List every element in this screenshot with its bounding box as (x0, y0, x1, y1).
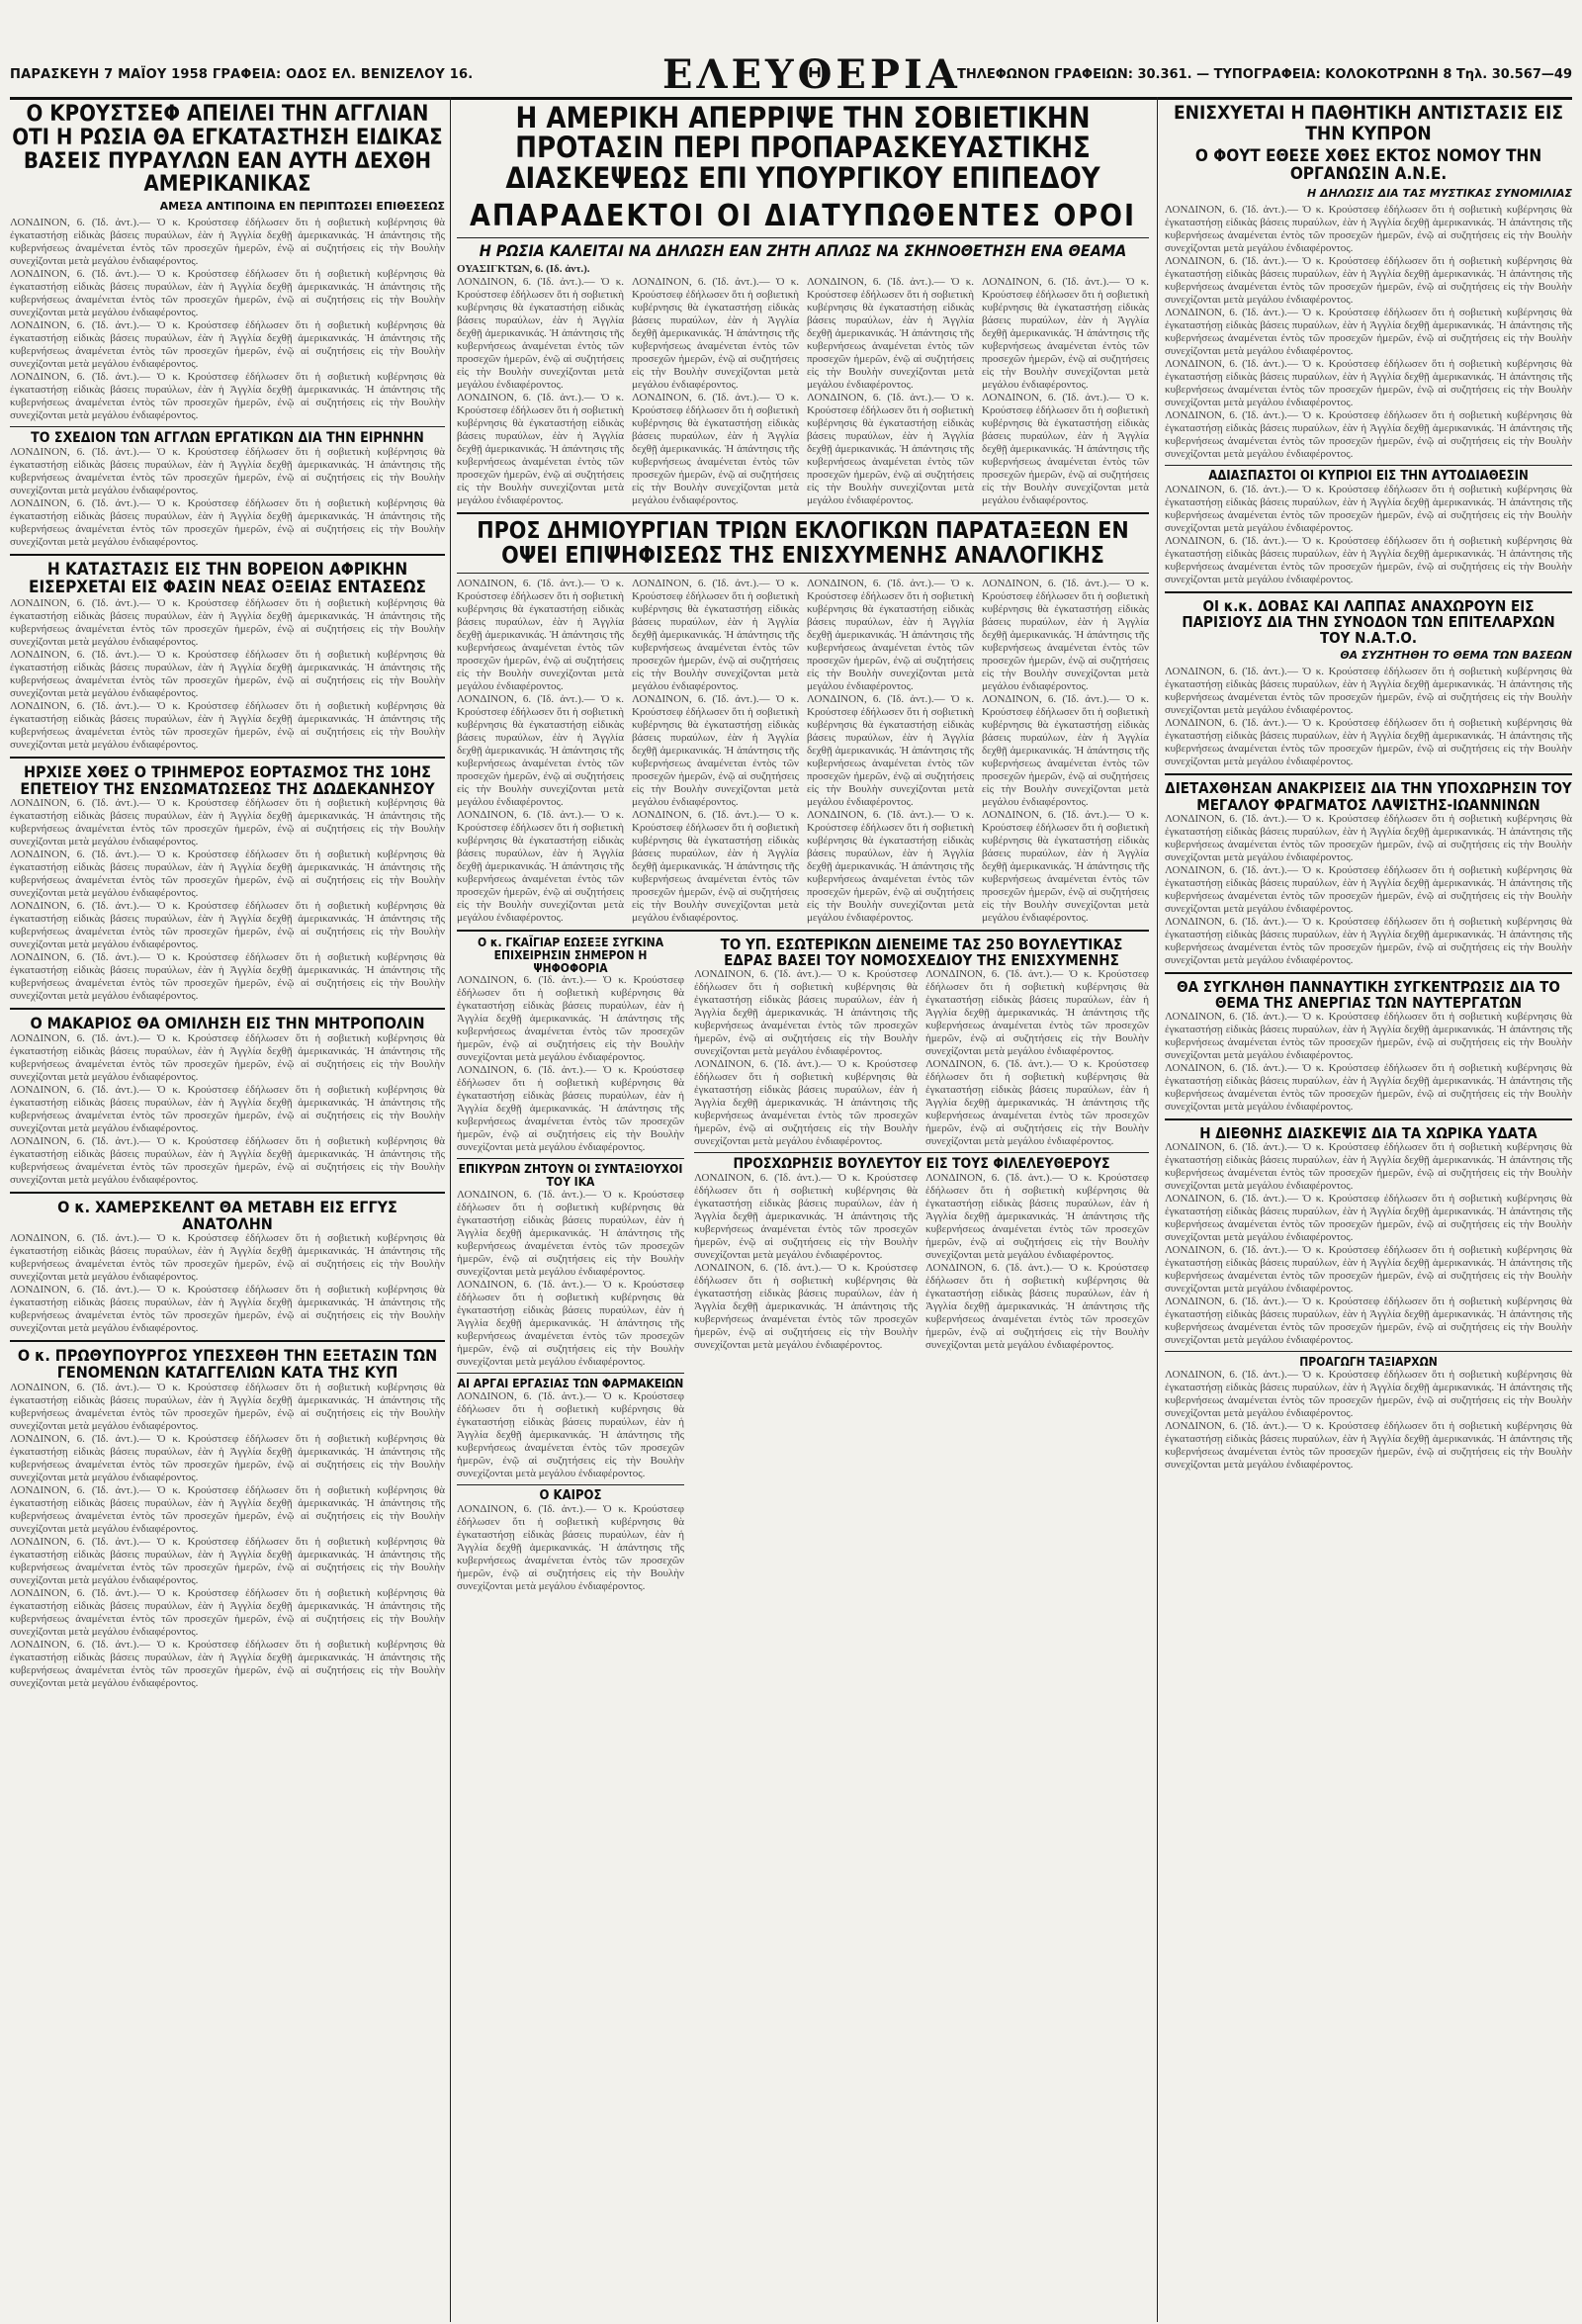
article-body: ΛΟΝΔΙΝΟΝ, 6. (Ἰδ. ἀντ.).— Ὁ κ. Κρούστσεφ ἐδήλωσεν ὅτι ἡ σοβιετικὴ κυβέρνησις θὰ ἐγκαταστήσῃ εἰδικὰς βάσεις πυραύλων, ἐὰν ἡ Ἀγγλία δεχθῇ ἀμερικανικάς. Ἡ ἀπάντησις τῆς κυβερνήσεως ἀναμένεται ἐντὸς τῶν προσεχῶν ἡμερῶν, ἐνῷ αἱ συζητήσεις εἰς τὴν Βουλὴν συνεχίζονται μετὰ μεγάλου ἐνδιαφέροντος. (807, 391, 974, 506)
article-body: ΛΟΝΔΙΝΟΝ, 6. (Ἰδ. ἀντ.).— Ὁ κ. Κρούστσεφ ἐδήλωσεν ὅτι ἡ σοβιετικὴ κυβέρνησις θὰ ἐγκαταστήσῃ εἰδικὰς βάσεις πυραύλων, ἐὰν ἡ Ἀγγλία δεχθῇ ἀμερικανικάς. Ἡ ἀπάντησις τῆς κυβερνήσεως ἀναμένεται ἐντὸς τῶν προσεχῶν ἡμερῶν, ἐνῷ αἱ συζητήσεις εἰς τὴν Βουλὴν συνεχίζονται μετὰ μεγάλου ἐνδιαφέροντος. (457, 1279, 684, 1369)
column-divider (450, 97, 451, 2322)
headline-three-factions: ΠΡΟΣ ΔΗΜΙΟΥΡΓΙΑΝ ΤΡΙΩΝ ΕΚΛΟΓΙΚΩΝ ΠΑΡΑΤΑΞΕΩΝ ΕΝ ΟΨΕΙ ΕΠΙΨΗΦΙΣΕΩΣ ΤΗΣ ΕΝΙΣΧΥΜΕΝΗΣ ΑΝΑΛΟΓΙΚΗΣ (477, 517, 1129, 569)
article-body: ΛΟΝΔΙΝΟΝ, 6. (Ἰδ. ἀντ.).— Ὁ κ. Κρούστσεφ ἐδήλωσεν ὅτι ἡ σοβιετικὴ κυβέρνησις θὰ ἐγκαταστήσῃ εἰδικὰς βάσεις πυραύλων, ἐὰν ἡ Ἀγγλία δεχθῇ ἀμερικανικάς. Ἡ ἀπάντησις τῆς κυβερνήσεως ἀναμένεται ἐντὸς τῶν προσεχῶν ἡμερῶν, ἐνῷ αἱ συζητήσεις εἰς τὴν Βουλὴν συνεχίζονται μετὰ μεγάλου ἐνδιαφέροντος. (457, 275, 624, 391)
article-body: ΛΟΝΔΙΝΟΝ, 6. (Ἰδ. ἀντ.).— Ὁ κ. Κρούστσεφ ἐδήλωσεν ὅτι ἡ σοβιετικὴ κυβέρνησις θὰ ἐγκαταστήσῃ εἰδικὰς βάσεις πυραύλων, ἐὰν ἡ Ἀγγλία δεχθῇ ἀμερικανικάς. Ἡ ἀπάντησις τῆς κυβερνήσεως ἀναμένεται ἐντὸς τῶν προσεχῶν ἡμερῶν, ἐνῷ αἱ συζητήσεις εἰς τὴν Βουλὴν συνεχίζονται μετὰ μεγάλου ἐνδιαφέροντος. (1165, 1011, 1572, 1062)
article-body: ΛΟΝΔΙΝΟΝ, 6. (Ἰδ. ἀντ.).— Ὁ κ. Κρούστσεφ ἐδήλωσεν ὅτι ἡ σοβιετικὴ κυβέρνησις θὰ ἐγκαταστήσῃ εἰδικὰς βάσεις πυραύλων, ἐὰν ἡ Ἀγγλία δεχθῇ ἀμερικανικάς. Ἡ ἀπάντησις τῆς κυβερνήσεως ἀναμένεται ἐντὸς τῶν προσεχῶν ἡμερῶν, ἐνῷ αἱ συζητήσεις εἰς τὴν Βουλὴν συνεχίζονται μετὰ μεγάλου ἐνδιαφέροντος. (10, 849, 445, 900)
article-body: ΛΟΝΔΙΝΟΝ, 6. (Ἰδ. ἀντ.).— Ὁ κ. Κρούστσεφ ἐδήλωσεν ὅτι ἡ σοβιετικὴ κυβέρνησις θὰ ἐγκαταστήσῃ εἰδικὰς βάσεις πυραύλων, ἐὰν ἡ Ἀγγλία δεχθῇ ἀμερικανικάς. Ἡ ἀπάντησις τῆς κυβερνήσεως ἀναμένεται ἐντὸς τῶν προσεχῶν ἡμερῶν, ἐνῷ αἱ συζητήσεις εἰς τὴν Βουλὴν συνεχίζονται μετὰ μεγάλου ἐνδιαφέροντος. (1165, 1420, 1572, 1472)
article-body: ΛΟΝΔΙΝΟΝ, 6. (Ἰδ. ἀντ.).— Ὁ κ. Κρούστσεφ ἐδήλωσεν ὅτι ἡ σοβιετικὴ κυβέρνησις θὰ ἐγκαταστήσῃ εἰδικὰς βάσεις πυραύλων, ἐὰν ἡ Ἀγγλία δεχθῇ ἀμερικανικάς. Ἡ ἀπάντησις τῆς κυβερνήσεως ἀναμένεται ἐντὸς τῶν προσεχῶν ἡμερῶν, ἐνῷ αἱ συζητήσεις εἰς τὴν Βουλὴν συνεχίζονται μετὰ μεγάλου ἐνδιαφέροντος. (10, 1638, 445, 1689)
headline-seamen-rally: ΘΑ ΣΥΓΚΛΗΘΗ ΠΑΝΝΑΥΤΙΚΗ ΣΥΓΚΕΝΤΡΩΣΙΣ ΔΙΑ ΤΟ ΘΕΜΑ ΤΗΣ ΑΝΕΡΓΙΑΣ ΤΩΝ ΝΑΥΤΕΡΓΑΤΩΝ (1177, 977, 1560, 1012)
article-body: ΛΟΝΔΙΝΟΝ, 6. (Ἰδ. ἀντ.).— Ὁ κ. Κρούστσεφ ἐδήλωσεν ὅτι ἡ σοβιετικὴ κυβέρνησις θὰ ἐγκαταστήσῃ εἰδικὰς βάσεις πυραύλων, ἐὰν ἡ Ἀγγλία δεχθῇ ἀμερικανικάς. Ἡ ἀπάντησις τῆς κυβερνήσεως ἀναμένεται ἐντὸς τῶν προσεχῶν ἡμερῶν, ἐνῷ αἱ συζητήσεις εἰς τὴν Βουλὴν συνεχίζονται μετὰ μεγάλου ἐνδιαφέροντος. (10, 596, 445, 648)
article-body: ΛΟΝΔΙΝΟΝ, 6. (Ἰδ. ἀντ.).— Ὁ κ. Κρούστσεφ ἐδήλωσεν ὅτι ἡ σοβιετικὴ κυβέρνησις θὰ ἐγκαταστήσῃ εἰδικὰς βάσεις πυραύλων, ἐὰν ἡ Ἀγγλία δεχθῇ ἀμερικανικάς. Ἡ ἀπάντησις τῆς κυβερνήσεως ἀναμένεται ἐντὸς τῶν προσεχῶν ἡμερῶν, ἐνῷ αἱ συζητήσεις εἰς τὴν Βουλὴν συνεχίζονται μετὰ μεγάλου ἐνδιαφέροντος. (10, 268, 445, 318)
headline-250-seats: ΤΟ ΥΠ. ΕΣΩΤΕΡΙΚΩΝ ΔΙΕΝΕΙΜΕ ΤΑΣ 250 ΒΟΥΛΕΥΤΙΚΑΣ ΕΔΡΑΣ ΒΑΣΕΙ ΤΟΥ ΝΟΜΟΣΧΕΔΙΟΥ ΤΗΣ ΕΝΙΣΧΥΜΕΝΗΣ (720, 935, 1123, 969)
lead-headline: Η ΑΜΕΡΙΚΗ ΑΠΕΡΡΙΨΕ ΤΗΝ ΣΟΒΙΕΤΙΚΗΝ ΠΡΟΤΑΣΙΝ ΠΕΡΙ ΠΡΟΠΑΡΑΣΚΕΥΑΣΤΙΚΗΣ ΔΙΑΣΚΕΨΕΩΣ ΕΠΙ ΥΠΟΥΡΓΙΚΟΥ ΕΠΙΠΕΔΟΥ (505, 103, 1100, 195)
article-body: ΛΟΝΔΙΝΟΝ, 6. (Ἰδ. ἀντ.).— Ὁ κ. Κρούστσεφ ἐδήλωσεν ὅτι ἡ σοβιετικὴ κυβέρνησις θὰ ἐγκαταστήσῃ εἰδικὰς βάσεις πυραύλων, ἐὰν ἡ Ἀγγλία δεχθῇ ἀμερικανικάς. Ἡ ἀπάντησις τῆς κυβερνήσεως ἀναμένεται ἐντὸς τῶν προσεχῶν ἡμερῶν, ἐνῷ αἱ συζητήσεις εἰς τὴν Βουλὴν συνεχίζονται μετὰ μεγάλου ἐνδιαφέροντος. (457, 1064, 684, 1154)
headline-brigadiers: ΠΡΟΑΓΩΓΗ ΤΑΞΙΑΡΧΩΝ (1299, 1355, 1438, 1370)
headline-liberals: ΠΡΟΣΧΩΡΗΣΙΣ ΒΟΥΛΕΥΤΟΥ ΕΙΣ ΤΟΥΣ ΦΙΛΕΛΕΥΘΕΡΟΥΣ (733, 1156, 1110, 1172)
headline-pharmacies: ΑΙ ΑΡΓΑΙ ΕΡΓΑΣΙΑΣ ΤΩΝ ΦΑΡΜΑΚΕΙΩΝ (457, 1377, 684, 1391)
article-body: ΛΟΝΔΙΝΟΝ, 6. (Ἰδ. ἀντ.).— Ὁ κ. Κρούστσεφ ἐδήλωσεν ὅτι ἡ σοβιετικὴ κυβέρνησις θὰ ἐγκαταστήσῃ εἰδικὰς βάσεις πυραύλων, ἐὰν ἡ Ἀγγλία δεχθῇ ἀμερικανικάς. Ἡ ἀπάντησις τῆς κυβερνήσεως ἀναμένεται ἐντὸς τῶν προσεχῶν ἡμερῶν, ἐνῷ αἱ συζητήσεις εἰς τὴν Βουλὴν συνεχίζονται μετὰ μεγάλου ἐνδιαφέροντος. (694, 1262, 918, 1352)
article-body: ΛΟΝΔΙΝΟΝ, 6. (Ἰδ. ἀντ.).— Ὁ κ. Κρούστσεφ ἐδήλωσεν ὅτι ἡ σοβιετικὴ κυβέρνησις θὰ ἐγκαταστήσῃ εἰδικὰς βάσεις πυραύλων, ἐὰν ἡ Ἀγγλία δεχθῇ ἀμερικανικάς. Ἡ ἀπάντησις τῆς κυβερνήσεως ἀναμένεται ἐντὸς τῶν προσεχῶν ἡμερῶν, ἐνῷ αἱ συζητήσεις εἰς τὴν Βουλὴν συνεχίζονται μετὰ μεγάλου ἐνδιαφέροντος. (694, 968, 918, 1057)
headline-prime-minister: Ο κ. ΠΡΩΘΥΠΟΥΡΓΟΣ ΥΠΕΣΧΕΘΗ ΤΗΝ ΕΞΕΤΑΣΙΝ ΤΩΝ ΓΕΝΟΜΕΝΩΝ ΚΑΤΑΓΓΕΛΙΩΝ ΚΑΤΑ ΤΗΣ ΚΥΠ (17, 1346, 438, 1383)
article-body: ΛΟΝΔΙΝΟΝ, 6. (Ἰδ. ἀντ.).— Ὁ κ. Κρούστσεφ ἐδήλωσεν ὅτι ἡ σοβιετικὴ κυβέρνησις θὰ ἐγκαταστήσῃ εἰδικὰς βάσεις πυραύλων, ἐὰν ἡ Ἀγγλία δεχθῇ ἀμερικανικάς. Ἡ ἀπάντησις τῆς κυβερνήσεως ἀναμένεται ἐντὸς τῶν προσεχῶν ἡμερῶν, ἐνῷ αἱ συζητήσεις εἰς τὴν Βουλὴν συνεχίζονται μετὰ μεγάλου ἐνδιαφέροντος. (10, 1535, 445, 1586)
article-body: ΛΟΝΔΙΝΟΝ, 6. (Ἰδ. ἀντ.).— Ὁ κ. Κρούστσεφ ἐδήλωσεν ὅτι ἡ σοβιετικὴ κυβέρνησις θὰ ἐγκαταστήσῃ εἰδικὰς βάσεις πυραύλων, ἐὰν ἡ Ἀγγλία δεχθῇ ἀμερικανικάς. Ἡ ἀπάντησις τῆς κυβερνήσεως ἀναμένεται ἐντὸς τῶν προσεχῶν ἡμερῶν, ἐνῷ αἱ συζητήσεις εἰς τὴν Βουλὴν συνεχίζονται μετὰ μεγάλου ἐνδιαφέροντος. (10, 699, 445, 751)
article-body: ΛΟΝΔΙΝΟΝ, 6. (Ἰδ. ἀντ.).— Ὁ κ. Κρούστσεφ ἐδήλωσεν ὅτι ἡ σοβιετικὴ κυβέρνησις θὰ ἐγκαταστήσῃ εἰδικὰς βάσεις πυραύλων, ἐὰν ἡ Ἀγγλία δεχθῇ ἀμερικανικάς. Ἡ ἀπάντησις τῆς κυβερνήσεως ἀναμένεται ἐντὸς τῶν προσεχῶν ἡμερῶν, ἐνῷ αἱ συζητήσεις εἰς τὴν Βουλὴν συνεχίζονται μετὰ μεγάλου ἐνδιαφέροντος. (10, 900, 445, 951)
article-body: ΛΟΝΔΙΝΟΝ, 6. (Ἰδ. ἀντ.).— Ὁ κ. Κρούστσεφ ἐδήλωσεν ὅτι ἡ σοβιετικὴ κυβέρνησις θὰ ἐγκαταστήσῃ εἰδικὰς βάσεις πυραύλων, ἐὰν ἡ Ἀγγλία δεχθῇ ἀμερικανικάς. Ἡ ἀπάντησις τῆς κυβερνήσεως ἀναμένεται ἐντὸς τῶν προσεχῶν ἡμερῶν, ἐνῷ αἱ συζητήσεις εἰς τὴν Βουλὴν συνεχίζονται μετὰ μεγάλου ἐνδιαφέροντος. (10, 1432, 445, 1483)
article-body: ΛΟΝΔΙΝΟΝ, 6. (Ἰδ. ἀντ.).— Ὁ κ. Κρούστσεφ ἐδήλωσεν ὅτι ἡ σοβιετικὴ κυβέρνησις θὰ ἐγκαταστήσῃ εἰδικὰς βάσεις πυραύλων, ἐὰν ἡ Ἀγγλία δεχθῇ ἀμερικανικάς. Ἡ ἀπάντησις τῆς κυβερνήσεως ἀναμένεται ἐντὸς τῶν προσεχῶν ἡμερῶν, ἐνῷ αἱ συζητήσεις εἰς τὴν Βουλὴν συνεχίζονται μετὰ μεγάλου ἐνδιαφέροντος. (10, 319, 445, 370)
subhead-secret-talks: Η ΔΗΛΩΣΙΣ ΔΙΑ ΤΑΣ ΜΥΣΤΙΚΑΣ ΣΥΝΟΜΙΛΙΑΣ (1307, 186, 1572, 200)
article-body: ΛΟΝΔΙΝΟΝ, 6. (Ἰδ. ἀντ.).— Ὁ κ. Κρούστσεφ ἐδήλωσεν ὅτι ἡ σοβιετικὴ κυβέρνησις θὰ ἐγκαταστήσῃ εἰδικὰς βάσεις πυραύλων, ἐὰν ἡ Ἀγγλία δεχθῇ ἀμερικανικάς. Ἡ ἀπάντησις τῆς κυβερνήσεως ἀναμένεται ἐντὸς τῶν προσεχῶν ἡμερῶν, ἐνῷ αἱ συζητήσεις εἰς τὴν Βουλὴν συνεχίζονται μετὰ μεγάλου ἐνδιαφέροντος. (982, 692, 1149, 808)
article-body: ΛΟΝΔΙΝΟΝ, 6. (Ἰδ. ἀντ.).— Ὁ κ. Κρούστσεφ ἐδήλωσεν ὅτι ἡ σοβιετικὴ κυβέρνησις θὰ ἐγκαταστήσῃ εἰδικὰς βάσεις πυραύλων, ἐὰν ἡ Ἀγγλία δεχθῇ ἀμερικανικάς. Ἡ ἀπάντησις τῆς κυβερνήσεως ἀναμένεται ἐντὸς τῶν προσεχῶν ἡμερῶν, ἐνῷ αἱ συζητήσεις εἰς τὴν Βουλὴν συνεχίζονται μετὰ μεγάλου ἐνδιαφέροντος. (1165, 1296, 1572, 1347)
article-body: ΛΟΝΔΙΝΟΝ, 6. (Ἰδ. ἀντ.).— Ὁ κ. Κρούστσεφ ἐδήλωσεν ὅτι ἡ σοβιετικὴ κυβέρνησις θὰ ἐγκαταστήσῃ εἰδικὰς βάσεις πυραύλων, ἐὰν ἡ Ἀγγλία δεχθῇ ἀμερικανικάς. Ἡ ἀπάντησις τῆς κυβερνήσεως ἀναμένεται ἐντὸς τῶν προσεχῶν ἡμερῶν, ἐνῷ αἱ συζητήσεις εἰς τὴν Βουλὴν συνεχίζονται μετὰ μεγάλου ἐνδιαφέροντος. (10, 1381, 445, 1432)
article-body: ΛΟΝΔΙΝΟΝ, 6. (Ἰδ. ἀντ.).— Ὁ κ. Κρούστσεφ ἐδήλωσεν ὅτι ἡ σοβιετικὴ κυβέρνησις θὰ ἐγκαταστήσῃ εἰδικὰς βάσεις πυραύλων, ἐὰν ἡ Ἀγγλία δεχθῇ ἀμερικανικάς. Ἡ ἀπάντησις τῆς κυβερνήσεως ἀναμένεται ἐντὸς τῶν προσεχῶν ἡμερῶν, ἐνῷ αἱ συζητήσεις εἰς τὴν Βουλὴν συνεχίζονται μετὰ μεγάλου ἐνδιαφέροντος. (1165, 534, 1572, 585)
article-body: ΛΟΝΔΙΝΟΝ, 6. (Ἰδ. ἀντ.).— Ὁ κ. Κρούστσεφ ἐδήλωσεν ὅτι ἡ σοβιετικὴ κυβέρνησις θὰ ἐγκαταστήσῃ εἰδικὰς βάσεις πυραύλων, ἐὰν ἡ Ἀγγλία δεχθῇ ἀμερικανικάς. Ἡ ἀπάντησις τῆς κυβερνήσεως ἀναμένεται ἐντὸς τῶν προσεχῶν ἡμερῶν, ἐνῷ αἱ συζητήσεις εἰς τὴν Βουλὴν συνεχίζονται μετὰ μεγάλου ἐνδιαφέροντος. (10, 217, 445, 267)
lead-subhead: ΑΠΑΡΑΔΕΚΤΟΙ ΟΙ ΔΙΑΤΥΠΩΘΕΝΤΕΣ ΟΡΟΙ (469, 199, 1137, 234)
article-body: ΛΟΝΔΙΝΟΝ, 6. (Ἰδ. ἀντ.).— Ὁ κ. Κρούστσεφ ἐδήλωσεν ὅτι ἡ σοβιετικὴ κυβέρνησις θὰ ἐγκαταστήσῃ εἰδικὰς βάσεις πυραύλων, ἐὰν ἡ Ἀγγλία δεχθῇ ἀμερικανικάς. Ἡ ἀπάντησις τῆς κυβερνήσεως ἀναμένεται ἐντὸς τῶν προσεχῶν ἡμερῶν, ἐνῷ αἱ συζητήσεις εἰς τὴν Βουλὴν συνεχίζονται μετὰ μεγάλου ἐνδιαφέροντος. (1165, 717, 1572, 768)
headline-cyprus-resistance: ΕΝΙΣΧΥΕΤΑΙ Η ΠΑΘΗΤΙΚΗ ΑΝΤΙΣΤΑΣΙΣ ΕΙΣ ΤΗΝ ΚΥΠΡΟΝ (1173, 103, 1564, 144)
masthead-date: ΠΑΡΑΣΚΕΥΗ 7 ΜΑΪΟΥ 1958 ΓΡΑΦΕΙΑ: ΟΔΟΣ ΕΛ. ΒΕΝΙΖΕΛΟΥ 16. (10, 67, 474, 82)
article-body: ΛΟΝΔΙΝΟΝ, 6. (Ἰδ. ἀντ.).— Ὁ κ. Κρούστσεφ ἐδήλωσεν ὅτι ἡ σοβιετικὴ κυβέρνησις θὰ ἐγκαταστήσῃ εἰδικὰς βάσεις πυραύλων, ἐὰν ἡ Ἀγγλία δεχθῇ ἀμερικανικάς. Ἡ ἀπάντησις τῆς κυβερνήσεως ἀναμένεται ἐντὸς τῶν προσεχῶν ἡμερῶν, ἐνῷ αἱ συζητήσεις εἰς τὴν Βουλὴν συνεχίζονται μετὰ μεγάλου ἐνδιαφέροντος. (10, 1483, 445, 1535)
headline-makarios: Ο ΜΑΚΑΡΙΟΣ ΘΑ ΟΜΙΛΗΣΗ ΕΙΣ ΤΗΝ ΜΗΤΡΟΠΟΛΙΝ (30, 1014, 425, 1033)
newspaper-title: ΕΛΕΥΘΕΡΙΑ (662, 51, 961, 98)
center-left-stack (457, 937, 684, 1594)
left-column (10, 103, 445, 2318)
headline-dodecanese: ΗΡΧΙΣΕ ΧΘΕΣ Ο ΤΡΙΗΜΕΡΟΣ ΕΟΡΤΑΣΜΟΣ ΤΗΣ 10ΗΣ ΕΠΕΤΕΙΟΥ ΤΗΣ ΕΝΣΩΜΑΤΩΣΕΩΣ ΤΗΣ ΔΩΔΕΚΑΝΗΣΟΥ (20, 761, 435, 799)
article-body: ΛΟΝΔΙΝΟΝ, 6. (Ἰδ. ἀντ.).— Ὁ κ. Κρούστσεφ ἐδήλωσεν ὅτι ἡ σοβιετικὴ κυβέρνησις θὰ ἐγκαταστήσῃ εἰδικὰς βάσεις πυραύλων, ἐὰν ἡ Ἀγγλία δεχθῇ ἀμερικανικάς. Ἡ ἀπάντησις τῆς κυβερνήσεως ἀναμένεται ἐντὸς τῶν προσεχῶν ἡμερῶν, ἐνῷ αἱ συζητήσεις εἰς τὴν Βουλὴν συνεχίζονται μετὰ μεγάλου ἐνδιαφέροντος. (632, 275, 799, 391)
headline-hammarskjold: Ο κ. ΧΑΜΕΡΣΚΕΛΝΤ ΘΑ ΜΕΤΑΒΗ ΕΙΣ ΕΓΓΥΣ ΑΝΑΤΟΛΗΝ (57, 1197, 397, 1233)
subhead-reprisals: ΑΜΕΣΑ ΑΝΤΙΠΟΙΝΑ ΕΝ ΠΕΡΙΠΤΩΣΕΙ ΕΠΙΘΕΣΕΩΣ (159, 200, 445, 213)
article-body: ΛΟΝΔΙΝΟΝ, 6. (Ἰδ. ἀντ.).— Ὁ κ. Κρούστσεφ ἐδήλωσεν ὅτι ἡ σοβιετικὴ κυβέρνησις θὰ ἐγκαταστήσῃ εἰδικὰς βάσεις πυραύλων, ἐὰν ἡ Ἀγγλία δεχθῇ ἀμερικανικάς. Ἡ ἀπάντησις τῆς κυβερνήσεως ἀναμένεται ἐντὸς τῶν προσεχῶν ἡμερῶν, ἐνῷ αἱ συζητήσεις εἰς τὴν Βουλὴν συνεχίζονται μετὰ μεγάλου ἐνδιαφέροντος. (982, 275, 1149, 391)
article-body: ΛΟΝΔΙΝΟΝ, 6. (Ἰδ. ἀντ.).— Ὁ κ. Κρούστσεφ ἐδήλωσεν ὅτι ἡ σοβιετικὴ κυβέρνησις θὰ ἐγκαταστήσῃ εἰδικὰς βάσεις πυραύλων, ἐὰν ἡ Ἀγγλία δεχθῇ ἀμερικανικάς. Ἡ ἀπάντησις τῆς κυβερνήσεως ἀναμένεται ἐντὸς τῶν προσεχῶν ἡμερῶν, ἐνῷ αἱ συζητήσεις εἰς τὴν Βουλὴν συνεχίζονται μετὰ μεγάλου ἐνδιαφέροντος. (1165, 1062, 1572, 1114)
article-body: ΛΟΝΔΙΝΟΝ, 6. (Ἰδ. ἀντ.).— Ὁ κ. Κρούστσεφ ἐδήλωσεν ὅτι ἡ σοβιετικὴ κυβέρνησις θὰ ἐγκαταστήσῃ εἰδικὰς βάσεις πυραύλων, ἐὰν ἡ Ἀγγλία δεχθῇ ἀμερικανικάς. Ἡ ἀπάντησις τῆς κυβερνήσεως ἀναμένεται ἐντὸς τῶν προσεχῶν ἡμερῶν, ἐνῷ αἱ συζητήσεις εἰς τὴν Βουλὴν συνεχίζονται μετὰ μεγάλου ἐνδιαφέροντος. (1165, 1244, 1572, 1296)
article-body: ΛΟΝΔΙΝΟΝ, 6. (Ἰδ. ἀντ.).— Ὁ κ. Κρούστσεφ ἐδήλωσεν ὅτι ἡ σοβιετικὴ κυβέρνησις θὰ ἐγκαταστήσῃ εἰδικὰς βάσεις πυραύλων, ἐὰν ἡ Ἀγγλία δεχθῇ ἀμερικανικάς. Ἡ ἀπάντησις τῆς κυβερνήσεως ἀναμένεται ἐντὸς τῶν προσεχῶν ἡμερῶν, ἐνῷ αἱ συζητήσεις εἰς τὴν Βουλὴν συνεχίζονται μετὰ μεγάλου ἐνδιαφέροντος. (457, 974, 684, 1064)
article-body: ΛΟΝΔΙΝΟΝ, 6. (Ἰδ. ἀντ.).— Ὁ κ. Κρούστσεφ ἐδήλωσεν ὅτι ἡ σοβιετικὴ κυβέρνησις θὰ ἐγκαταστήσῃ εἰδικὰς βάσεις πυραύλων, ἐὰν ἡ Ἀγγλία δεχθῇ ἀμερικανικάς. Ἡ ἀπάντησις τῆς κυβερνήσεως ἀναμένεται ἐντὸς τῶν προσεχῶν ἡμερῶν, ἐνῷ αἱ συζητήσεις εἰς τὴν Βουλὴν συνεχίζονται μετὰ μεγάλου ἐνδιαφέροντος. (632, 577, 799, 692)
article-body: ΛΟΝΔΙΝΟΝ, 6. (Ἰδ. ἀντ.).— Ὁ κ. Κρούστσεφ ἐδήλωσεν ὅτι ἡ σοβιετικὴ κυβέρνησις θὰ ἐγκαταστήσῃ εἰδικὰς βάσεις πυραύλων, ἐὰν ἡ Ἀγγλία δεχθῇ ἀμερικανικάς. Ἡ ἀπάντησις τῆς κυβερνήσεως ἀναμένεται ἐντὸς τῶν προσεχῶν ἡμερῶν, ἐνῷ αἱ συζητήσεις εἰς τὴν Βουλὴν συνεχίζονται μετὰ μεγάλου ἐνδιαφέροντος. (982, 808, 1149, 924)
article-body: ΛΟΝΔΙΝΟΝ, 6. (Ἰδ. ἀντ.).— Ὁ κ. Κρούστσεφ ἐδήλωσεν ὅτι ἡ σοβιετικὴ κυβέρνησις θὰ ἐγκαταστήσῃ εἰδικὰς βάσεις πυραύλων, ἐὰν ἡ Ἀγγλία δεχθῇ ἀμερικανικάς. Ἡ ἀπάντησις τῆς κυβερνήσεως ἀναμένεται ἐντὸς τῶν προσεχῶν ἡμερῶν, ἐνῷ αἱ συζητήσεις εἰς τὴν Βουλὴν συνεχίζονται μετὰ μεγάλου ἐνδιαφέροντος. (982, 577, 1149, 692)
article-body: ΛΟΝΔΙΝΟΝ, 6. (Ἰδ. ἀντ.).— Ὁ κ. Κρούστσεφ ἐδήλωσεν ὅτι ἡ σοβιετικὴ κυβέρνησις θὰ ἐγκαταστήσῃ εἰδικὰς βάσεις πυραύλων, ἐὰν ἡ Ἀγγλία δεχθῇ ἀμερικανικάς. Ἡ ἀπάντησις τῆς κυβερνήσεως ἀναμένεται ἐντὸς τῶν προσεχῶν ἡμερῶν, ἐνῷ αἱ συζητήσεις εἰς τὴν Βουλὴν συνεχίζονται μετὰ μεγάλου ἐνδιαφέροντος. (1165, 1141, 1572, 1193)
headline-territorial-waters: Η ΔΙΕΘΝΗΣ ΔΙΑΣΚΕΨΙΣ ΔΙΑ ΤΑ ΧΩΡΙΚΑ ΥΔΑΤΑ (1199, 1124, 1538, 1143)
right-column (1165, 103, 1572, 2318)
article-body: ΛΟΝΔΙΝΟΝ, 6. (Ἰδ. ἀντ.).— Ὁ κ. Κρούστσεφ ἐδήλωσεν ὅτι ἡ σοβιετικὴ κυβέρνησις θὰ ἐγκαταστήσῃ εἰδικὰς βάσεις πυραύλων, ἐὰν ἡ Ἀγγλία δεχθῇ ἀμερικανικάς. Ἡ ἀπάντησις τῆς κυβερνήσεως ἀναμένεται ἐντὸς τῶν προσεχῶν ἡμερῶν, ἐνῷ αἱ συζητήσεις εἰς τὴν Βουλὴν συνεχίζονται μετὰ μεγάλου ἐνδιαφέροντος. (10, 1586, 445, 1638)
column-divider (1157, 97, 1158, 2322)
article-body: ΛΟΝΔΙΝΟΝ, 6. (Ἰδ. ἀντ.).— Ὁ κ. Κρούστσεφ ἐδήλωσεν ὅτι ἡ σοβιετικὴ κυβέρνησις θὰ ἐγκαταστήσῃ εἰδικὰς βάσεις πυραύλων, ἐὰν ἡ Ἀγγλία δεχθῇ ἀμερικανικάς. Ἡ ἀπάντησις τῆς κυβερνήσεως ἀναμένεται ἐντὸς τῶν προσεχῶν ἡμερῶν, ἐνῷ αἱ συζητήσεις εἰς τὴν Βουλὴν συνεχίζονται μετὰ μεγάλου ἐνδιαφέροντος. (694, 1058, 918, 1147)
article-body: ΛΟΝΔΙΝΟΝ, 6. (Ἰδ. ἀντ.).— Ὁ κ. Κρούστσεφ ἐδήλωσεν ὅτι ἡ σοβιετικὴ κυβέρνησις θὰ ἐγκαταστήσῃ εἰδικὰς βάσεις πυραύλων, ἐὰν ἡ Ἀγγλία δεχθῇ ἀμερικανικάς. Ἡ ἀπάντησις τῆς κυβερνήσεως ἀναμένεται ἐντὸς τῶν προσεχῶν ἡμερῶν, ἐνῷ αἱ συζητήσεις εἰς τὴν Βουλὴν συνεχίζονται μετὰ μεγάλου ἐνδιαφέροντος. (1165, 408, 1572, 460)
article-body: ΛΟΝΔΙΝΟΝ, 6. (Ἰδ. ἀντ.).— Ὁ κ. Κρούστσεφ ἐδήλωσεν ὅτι ἡ σοβιετικὴ κυβέρνησις θὰ ἐγκαταστήσῃ εἰδικὰς βάσεις πυραύλων, ἐὰν ἡ Ἀγγλία δεχθῇ ἀμερικανικάς. Ἡ ἀπάντησις τῆς κυβερνήσεως ἀναμένεται ἐντὸς τῶν προσεχῶν ἡμερῶν, ἐνῷ αἱ συζητήσεις εἰς τὴν Βουλὴν συνεχίζονται μετὰ μεγάλου ἐνδιαφέροντος. (1165, 1369, 1572, 1420)
headline-dam-inquiry: ΔΙΕΤΑΧΘΗΣΑΝ ΑΝΑΚΡΙΣΕΙΣ ΔΙΑ ΤΗΝ ΥΠΟΧΩΡΗΣΙΝ ΤΟΥ ΜΕΓΑΛΟΥ ΦΡΑΓΜΑΤΟΣ ΛΑΨΙΣΤΗΣ-ΙΩΑΝΝΙΝΩΝ (1165, 779, 1572, 814)
headline-north-africa: Η ΚΑΤΑΣΤΑΣΙΣ ΕΙΣ ΤΗΝ ΒΟΡΕΙΟΝ ΑΦΡΙΚΗΝ ΕΙΣΕΡΧΕΤΑΙ ΕΙΣ ΦΑΣΙΝ ΝΕΑΣ ΟΞΕΙΑΣ ΕΝΤΑΣΕΩΣ (29, 560, 426, 598)
article-body: ΛΟΝΔΙΝΟΝ, 6. (Ἰδ. ἀντ.).— Ὁ κ. Κρούστσεφ ἐδήλωσεν ὅτι ἡ σοβιετικὴ κυβέρνησις θὰ ἐγκαταστήσῃ εἰδικὰς βάσεις πυραύλων, ἐὰν ἡ Ἀγγλία δεχθῇ ἀμερικανικάς. Ἡ ἀπάντησις τῆς κυβερνήσεως ἀναμένεται ἐντὸς τῶν προσεχῶν ἡμερῶν, ἐνῷ αἱ συζητήσεις εἰς τὴν Βουλὴν συνεχίζονται μετὰ μεγάλου ἐνδιαφέροντος. (457, 391, 624, 506)
masthead-contact: ΤΗΛΕΦΩΝΟΝ ΓΡΑΦΕΙΩΝ: 30.361. — ΤΥΠΟΓΡΑΦΕΙΑ: ΚΟΛΟΚΟΤΡΩΝΗ 8 Τηλ. 30.567—49 (957, 67, 1572, 82)
article-body: ΛΟΝΔΙΝΟΝ, 6. (Ἰδ. ἀντ.).— Ὁ κ. Κρούστσεφ ἐδήλωσεν ὅτι ἡ σοβιετικὴ κυβέρνησις θὰ ἐγκαταστήσῃ εἰδικὰς βάσεις πυραύλων, ἐὰν ἡ Ἀγγλία δεχθῇ ἀμερικανικάς. Ἡ ἀπάντησις τῆς κυβερνήσεως ἀναμένεται ἐντὸς τῶν προσεχῶν ἡμερῶν, ἐνῷ αἱ συζητήσεις εἰς τὴν Βουλὴν συνεχίζονται μετὰ μεγάλου ἐνδιαφέροντος. (1165, 863, 1572, 915)
article-body: ΛΟΝΔΙΝΟΝ, 6. (Ἰδ. ἀντ.).— Ὁ κ. Κρούστσεφ ἐδήλωσεν ὅτι ἡ σοβιετικὴ κυβέρνησις θὰ ἐγκαταστήσῃ εἰδικὰς βάσεις πυραύλων, ἐὰν ἡ Ἀγγλία δεχθῇ ἀμερικανικάς. Ἡ ἀπάντησις τῆς κυβερνήσεως ἀναμένεται ἐντὸς τῶν προσεχῶν ἡμερῶν, ἐνῷ αἱ συζητήσεις εἰς τὴν Βουλὴν συνεχίζονται μετὰ μεγάλου ἐνδιαφέροντος. (10, 797, 445, 849)
headline-ika-pensioners: ΕΠΙΚΥΡΩΝ ΖΗΤΟΥΝ ΟΙ ΣΥΝΤΑΞΙΟΥΧΟΙ ΤΟΥ ΙΚΑ (458, 1162, 683, 1190)
article-body: ΛΟΝΔΙΝΟΝ, 6. (Ἰδ. ἀντ.).— Ὁ κ. Κρούστσεφ ἐδήλωσεν ὅτι ἡ σοβιετικὴ κυβέρνησις θὰ ἐγκαταστήσῃ εἰδικὰς βάσεις πυραύλων, ἐὰν ἡ Ἀγγλία δεχθῇ ἀμερικανικάς. Ἡ ἀπάντησις τῆς κυβερνήσεως ἀναμένεται ἐντὸς τῶν προσεχῶν ἡμερῶν, ἐνῷ αἱ συζητήσεις εἰς τὴν Βουλὴν συνεχίζονται μετὰ μεγάλου ἐνδιαφέροντος. (982, 391, 1149, 506)
subhead-bases: ΘΑ ΣΥΖΗΤΗΘΗ ΤΟ ΘΕΜΑ ΤΩΝ ΒΑΣΕΩΝ (1340, 649, 1572, 663)
article-body: ΛΟΝΔΙΝΟΝ, 6. (Ἰδ. ἀντ.).— Ὁ κ. Κρούστσεφ ἐδήλωσεν ὅτι ἡ σοβιετικὴ κυβέρνησις θὰ ἐγκαταστήσῃ εἰδικὰς βάσεις πυραύλων, ἐὰν ἡ Ἀγγλία δεχθῇ ἀμερικανικάς. Ἡ ἀπάντησις τῆς κυβερνήσεως ἀναμένεται ἐντὸς τῶν προσεχῶν ἡμερῶν, ἐνῷ αἱ συζητήσεις εἰς τὴν Βουλὴν συνεχίζονται μετὰ μεγάλου ἐνδιαφέροντος. (10, 371, 445, 421)
article-body: ΛΟΝΔΙΝΟΝ, 6. (Ἰδ. ἀντ.).— Ὁ κ. Κρούστσεφ ἐδήλωσεν ὅτι ἡ σοβιετικὴ κυβέρνησις θὰ ἐγκαταστήσῃ εἰδικὰς βάσεις πυραύλων, ἐὰν ἡ Ἀγγλία δεχθῇ ἀμερικανικάς. Ἡ ἀπάντησις τῆς κυβερνήσεως ἀναμένεται ἐντὸς τῶν προσεχῶν ἡμερῶν, ἐνῷ αἱ συζητήσεις εἰς τὴν Βουλὴν συνεχίζονται μετὰ μεγάλου ἐνδιαφέροντος. (807, 808, 974, 924)
article-body: ΛΟΝΔΙΝΟΝ, 6. (Ἰδ. ἀντ.).— Ὁ κ. Κρούστσεφ ἐδήλωσεν ὅτι ἡ σοβιετικὴ κυβέρνησις θὰ ἐγκαταστήσῃ εἰδικὰς βάσεις πυραύλων, ἐὰν ἡ Ἀγγλία δεχθῇ ἀμερικανικάς. Ἡ ἀπάντησις τῆς κυβερνήσεως ἀναμένεται ἐντὸς τῶν προσεχῶν ἡμερῶν, ἐνῷ αἱ συζητήσεις εἰς τὴν Βουλὴν συνεχίζονται μετὰ μεγάλου ἐνδιαφέροντος. (10, 1031, 445, 1083)
article-body: ΛΟΝΔΙΝΟΝ, 6. (Ἰδ. ἀντ.).— Ὁ κ. Κρούστσεφ ἐδήλωσεν ὅτι ἡ σοβιετικὴ κυβέρνησις θὰ ἐγκαταστήσῃ εἰδικὰς βάσεις πυραύλων, ἐὰν ἡ Ἀγγλία δεχθῇ ἀμερικανικάς. Ἡ ἀπάντησις τῆς κυβερνήσεως ἀναμένεται ἐντὸς τῶν προσεχῶν ἡμερῶν, ἐνῷ αἱ συζητήσεις εἰς τὴν Βουλὴν συνεχίζονται μετὰ μεγάλου ἐνδιαφέροντος. (1165, 357, 1572, 408)
article-body: ΛΟΝΔΙΝΟΝ, 6. (Ἰδ. ἀντ.).— Ὁ κ. Κρούστσεφ ἐδήλωσεν ὅτι ἡ σοβιετικὴ κυβέρνησις θὰ ἐγκαταστήσῃ εἰδικὰς βάσεις πυραύλων, ἐὰν ἡ Ἀγγλία δεχθῇ ἀμερικανικάς. Ἡ ἀπάντησις τῆς κυβερνήσεως ἀναμένεται ἐντὸς τῶν προσεχῶν ἡμερῶν, ἐνῷ αἱ συζητήσεις εἰς τὴν Βουλὴν συνεχίζονται μετὰ μεγάλου ἐνδιαφέροντος. (694, 1172, 918, 1262)
lead-kicker: Η ΡΩΣΙΑ ΚΑΛΕΙΤΑΙ ΝΑ ΔΗΛΩΣΗ ΕΑΝ ΖΗΤΗ ΑΠΛΩΣ ΝΑ ΣΚΗΝΟΘΕΤΗΣΗ ΕΝΑ ΘΕΑΜΑ (479, 240, 1127, 260)
article-body: ΛΟΝΔΙΝΟΝ, 6. (Ἰδ. ἀντ.).— Ὁ κ. Κρούστσεφ ἐδήλωσεν ὅτι ἡ σοβιετικὴ κυβέρνησις θὰ ἐγκαταστήσῃ εἰδικὰς βάσεις πυραύλων, ἐὰν ἡ Ἀγγλία δεχθῇ ἀμερικανικάς. Ἡ ἀπάντησις τῆς κυβερνήσεως ἀναμένεται ἐντὸς τῶν προσεχῶν ἡμερῶν, ἐνῷ αἱ συζητήσεις εἰς τὴν Βουλὴν συνεχίζονται μετὰ μεγάλου ἐνδιαφέροντος. (457, 808, 624, 924)
article-body: ΛΟΝΔΙΝΟΝ, 6. (Ἰδ. ἀντ.).— Ὁ κ. Κρούστσεφ ἐδήλωσεν ὅτι ἡ σοβιετικὴ κυβέρνησις θὰ ἐγκαταστήσῃ εἰδικὰς βάσεις πυραύλων, ἐὰν ἡ Ἀγγλία δεχθῇ ἀμερικανικάς. Ἡ ἀπάντησις τῆς κυβερνήσεως ἀναμένεται ἐντὸς τῶν προσεχῶν ἡμερῶν, ἐνῷ αἱ συζητήσεις εἰς τὴν Βουλὴν συνεχίζονται μετὰ μεγάλου ἐνδιαφέροντος. (10, 648, 445, 699)
center-column (457, 103, 1149, 2318)
headline-foot-ane: Ο ΦΟΥΤ ΕΘΕΣΕ ΧΘΕΣ ΕΚΤΟΣ ΝΟΜΟΥ ΤΗΝ ΟΡΓΑΝΩΣΙΝ Α.Ν.Ε. (1194, 146, 1542, 185)
article-body: ΛΟΝΔΙΝΟΝ, 6. (Ἰδ. ἀντ.).— Ὁ κ. Κρούστσεφ ἐδήλωσεν ὅτι ἡ σοβιετικὴ κυβέρνησις θὰ ἐγκαταστήσῃ εἰδικὰς βάσεις πυραύλων, ἐὰν ἡ Ἀγγλία δεχθῇ ἀμερικανικάς. Ἡ ἀπάντησις τῆς κυβερνήσεως ἀναμένεται ἐντὸς τῶν προσεχῶν ἡμερῶν, ἐνῷ αἱ συζητήσεις εἰς τὴν Βουλὴν συνεχίζονται μετὰ μεγάλου ἐνδιαφέροντος. (807, 577, 974, 692)
headline-gaillard: Ο κ. ΓΚΑΪΓΙΑΡ ΕΩΣΕΞΕ ΣΥΓΚΙΝΑ ΕΠΙΧΕΙΡΗΣΙΝ ΣΗΜΕΡΟΝ Η ΨΗΦΟΦΟΡΙΑ (477, 935, 664, 975)
headline-self-determination: ΑΔΙΑΣΠΑΣΤΟΙ ΟΙ ΚΥΠΡΙΟΙ ΕΙΣ ΤΗΝ ΑΥΤΟΔΙΑΘΕΣΙΝ (1208, 468, 1529, 484)
article-body: ΛΟΝΔΙΝΟΝ, 6. (Ἰδ. ἀντ.).— Ὁ κ. Κρούστσεφ ἐδήλωσεν ὅτι ἡ σοβιετικὴ κυβέρνησις θὰ ἐγκαταστήσῃ εἰδικὰς βάσεις πυραύλων, ἐὰν ἡ Ἀγγλία δεχθῇ ἀμερικανικάς. Ἡ ἀπάντησις τῆς κυβερνήσεως ἀναμένεται ἐντὸς τῶν προσεχῶν ἡμερῶν, ἐνῷ αἱ συζητήσεις εἰς τὴν Βουλὴν συνεχίζονται μετὰ μεγάλου ἐνδιαφέροντος. (457, 577, 624, 692)
article-body: ΛΟΝΔΙΝΟΝ, 6. (Ἰδ. ἀντ.).— Ὁ κ. Κρούστσεφ ἐδήλωσεν ὅτι ἡ σοβιετικὴ κυβέρνησις θὰ ἐγκαταστήσῃ εἰδικὰς βάσεις πυραύλων, ἐὰν ἡ Ἀγγλία δεχθῇ ἀμερικανικάς. Ἡ ἀπάντησις τῆς κυβερνήσεως ἀναμένεται ἐντὸς τῶν προσεχῶν ἡμερῶν, ἐνῷ αἱ συζητήσεις εἰς τὴν Βουλὴν συνεχίζονται μετὰ μεγάλου ἐνδιαφέροντος. (10, 446, 445, 497)
article-body: ΛΟΝΔΙΝΟΝ, 6. (Ἰδ. ἀντ.).— Ὁ κ. Κρούστσεφ ἐδήλωσεν ὅτι ἡ σοβιετικὴ κυβέρνησις θὰ ἐγκαταστήσῃ εἰδικὰς βάσεις πυραύλων, ἐὰν ἡ Ἀγγλία δεχθῇ ἀμερικανικάς. Ἡ ἀπάντησις τῆς κυβερνήσεως ἀναμένεται ἐντὸς τῶν προσεχῶν ἡμερῶν, ἐνῷ αἱ συζητήσεις εἰς τὴν Βουλὴν συνεχίζονται μετὰ μεγάλου ἐνδιαφέροντος. (807, 692, 974, 808)
article-body: ΛΟΝΔΙΝΟΝ, 6. (Ἰδ. ἀντ.).— Ὁ κ. Κρούστσεφ ἐδήλωσεν ὅτι ἡ σοβιετικὴ κυβέρνησις θὰ ἐγκαταστήσῃ εἰδικὰς βάσεις πυραύλων, ἐὰν ἡ Ἀγγλία δεχθῇ ἀμερικανικάς. Ἡ ἀπάντησις τῆς κυβερνήσεως ἀναμένεται ἐντὸς τῶν προσεχῶν ἡμερῶν, ἐνῷ αἱ συζητήσεις εἰς τὴν Βουλὴν συνεχίζονται μετὰ μεγάλου ἐνδιαφέροντος. (632, 391, 799, 506)
article-body: ΛΟΝΔΙΝΟΝ, 6. (Ἰδ. ἀντ.).— Ὁ κ. Κρούστσεφ ἐδήλωσεν ὅτι ἡ σοβιετικὴ κυβέρνησις θὰ ἐγκαταστήσῃ εἰδικὰς βάσεις πυραύλων, ἐὰν ἡ Ἀγγλία δεχθῇ ἀμερικανικάς. Ἡ ἀπάντησις τῆς κυβερνήσεως ἀναμένεται ἐντὸς τῶν προσεχῶν ἡμερῶν, ἐνῷ αἱ συζητήσεις εἰς τὴν Βουλὴν συνεχίζονται μετὰ μεγάλου ἐνδιαφέροντος. (1165, 1193, 1572, 1244)
article-body: ΛΟΝΔΙΝΟΝ, 6. (Ἰδ. ἀντ.).— Ὁ κ. Κρούστσεφ ἐδήλωσεν ὅτι ἡ σοβιετικὴ κυβέρνησις θὰ ἐγκαταστήσῃ εἰδικὰς βάσεις πυραύλων, ἐὰν ἡ Ἀγγλία δεχθῇ ἀμερικανικάς. Ἡ ἀπάντησις τῆς κυβερνήσεως ἀναμένεται ἐντὸς τῶν προσεχῶν ἡμερῶν, ἐνῷ αἱ συζητήσεις εἰς τὴν Βουλὴν συνεχίζονται μετὰ μεγάλου ἐνδιαφέροντος. (632, 808, 799, 924)
article-body: ΛΟΝΔΙΝΟΝ, 6. (Ἰδ. ἀντ.).— Ὁ κ. Κρούστσεφ ἐδήλωσεν ὅτι ἡ σοβιετικὴ κυβέρνησις θὰ ἐγκαταστήσῃ εἰδικὰς βάσεις πυραύλων, ἐὰν ἡ Ἀγγλία δεχθῇ ἀμερικανικάς. Ἡ ἀπάντησις τῆς κυβερνήσεως ἀναμένεται ἐντὸς τῶν προσεχῶν ἡμερῶν, ἐνῷ αἱ συζητήσεις εἰς τὴν Βουλὴν συνεχίζονται μετὰ μεγάλου ἐνδιαφέροντος. (10, 1284, 445, 1335)
article-body: ΛΟΝΔΙΝΟΝ, 6. (Ἰδ. ἀντ.).— Ὁ κ. Κρούστσεφ ἐδήλωσεν ὅτι ἡ σοβιετικὴ κυβέρνησις θὰ ἐγκαταστήσῃ εἰδικὰς βάσεις πυραύλων, ἐὰν ἡ Ἀγγλία δεχθῇ ἀμερικανικάς. Ἡ ἀπάντησις τῆς κυβερνήσεως ἀναμένεται ἐντὸς τῶν προσεχῶν ἡμερῶν, ἐνῷ αἱ συζητήσεις εἰς τὴν Βουλὴν συνεχίζονται μετὰ μεγάλου ἐνδιαφέροντος. (10, 497, 445, 549)
article-body: ΛΟΝΔΙΝΟΝ, 6. (Ἰδ. ἀντ.).— Ὁ κ. Κρούστσεφ ἐδήλωσεν ὅτι ἡ σοβιετικὴ κυβέρνησις θὰ ἐγκαταστήσῃ εἰδικὰς βάσεις πυραύλων, ἐὰν ἡ Ἀγγλία δεχθῇ ἀμερικανικάς. Ἡ ἀπάντησις τῆς κυβερνήσεως ἀναμένεται ἐντὸς τῶν προσεχῶν ἡμερῶν, ἐνῷ αἱ συζητήσεις εἰς τὴν Βουλὴν συνεχίζονται μετὰ μεγάλου ἐνδιαφέροντος. (1165, 812, 1572, 863)
headline-weather: Ο ΚΑΙΡΟΣ (539, 1488, 602, 1504)
article-body: ΛΟΝΔΙΝΟΝ, 6. (Ἰδ. ἀντ.).— Ὁ κ. Κρούστσεφ ἐδήλωσεν ὅτι ἡ σοβιετικὴ κυβέρνησις θὰ ἐγκαταστήσῃ εἰδικὰς βάσεις πυραύλων, ἐὰν ἡ Ἀγγλία δεχθῇ ἀμερικανικάς. Ἡ ἀπάντησις τῆς κυβερνήσεως ἀναμένεται ἐντὸς τῶν προσεχῶν ἡμερῶν, ἐνῷ αἱ συζητήσεις εἰς τὴν Βουλὴν συνεχίζονται μετὰ μεγάλου ἐνδιαφέροντος. (925, 968, 1149, 1057)
article-body: ΛΟΝΔΙΝΟΝ, 6. (Ἰδ. ἀντ.).— Ὁ κ. Κρούστσεφ ἐδήλωσεν ὅτι ἡ σοβιετικὴ κυβέρνησις θὰ ἐγκαταστήσῃ εἰδικὰς βάσεις πυραύλων, ἐὰν ἡ Ἀγγλία δεχθῇ ἀμερικανικάς. Ἡ ἀπάντησις τῆς κυβερνήσεως ἀναμένεται ἐντὸς τῶν προσεχῶν ἡμερῶν, ἐνῷ αἱ συζητήσεις εἰς τὴν Βουλὴν συνεχίζονται μετὰ μεγάλου ἐνδιαφέροντος. (1165, 203, 1572, 254)
article-body: ΛΟΝΔΙΝΟΝ, 6. (Ἰδ. ἀντ.).— Ὁ κ. Κρούστσεφ ἐδήλωσεν ὅτι ἡ σοβιετικὴ κυβέρνησις θὰ ἐγκαταστήσῃ εἰδικὰς βάσεις πυραύλων, ἐὰν ἡ Ἀγγλία δεχθῇ ἀμερικανικάς. Ἡ ἀπάντησις τῆς κυβερνήσεως ἀναμένεται ἐντὸς τῶν προσεχῶν ἡμερῶν, ἐνῷ αἱ συζητήσεις εἰς τὴν Βουλὴν συνεχίζονται μετὰ μεγάλου ἐνδιαφέροντος. (457, 1503, 684, 1593)
article-body: ΛΟΝΔΙΝΟΝ, 6. (Ἰδ. ἀντ.).— Ὁ κ. Κρούστσεφ ἐδήλωσεν ὅτι ἡ σοβιετικὴ κυβέρνησις θὰ ἐγκαταστήσῃ εἰδικὰς βάσεις πυραύλων, ἐὰν ἡ Ἀγγλία δεχθῇ ἀμερικανικάς. Ἡ ἀπάντησις τῆς κυβερνήσεως ἀναμένεται ἐντὸς τῶν προσεχῶν ἡμερῶν, ἐνῷ αἱ συζητήσεις εἰς τὴν Βουλὴν συνεχίζονται μετὰ μεγάλου ἐνδιαφέροντος. (632, 692, 799, 808)
masthead (10, 51, 1572, 100)
article-body: ΛΟΝΔΙΝΟΝ, 6. (Ἰδ. ἀντ.).— Ὁ κ. Κρούστσεφ ἐδήλωσεν ὅτι ἡ σοβιετικὴ κυβέρνησις θὰ ἐγκαταστήσῃ εἰδικὰς βάσεις πυραύλων, ἐὰν ἡ Ἀγγλία δεχθῇ ἀμερικανικάς. Ἡ ἀπάντησις τῆς κυβερνήσεως ἀναμένεται ἐντὸς τῶν προσεχῶν ἡμερῶν, ἐνῷ αἱ συζητήσεις εἰς τὴν Βουλὴν συνεχίζονται μετὰ μεγάλου ἐνδιαφέροντος. (925, 1172, 1149, 1262)
article-body: ΛΟΝΔΙΝΟΝ, 6. (Ἰδ. ἀντ.).— Ὁ κ. Κρούστσεφ ἐδήλωσεν ὅτι ἡ σοβιετικὴ κυβέρνησις θὰ ἐγκαταστήσῃ εἰδικὰς βάσεις πυραύλων, ἐὰν ἡ Ἀγγλία δεχθῇ ἀμερικανικάς. Ἡ ἀπάντησις τῆς κυβερνήσεως ἀναμένεται ἐντὸς τῶν προσεχῶν ἡμερῶν, ἐνῷ αἱ συζητήσεις εἰς τὴν Βουλὴν συνεχίζονται μετὰ μεγάλου ἐνδιαφέροντος. (1165, 306, 1572, 357)
center-right-stack (694, 937, 1149, 1594)
article-body: ΛΟΝΔΙΝΟΝ, 6. (Ἰδ. ἀντ.).— Ὁ κ. Κρούστσεφ ἐδήλωσεν ὅτι ἡ σοβιετικὴ κυβέρνησις θὰ ἐγκαταστήσῃ εἰδικὰς βάσεις πυραύλων, ἐὰν ἡ Ἀγγλία δεχθῇ ἀμερικανικάς. Ἡ ἀπάντησις τῆς κυβερνήσεως ἀναμένεται ἐντὸς τῶν προσεχῶν ἡμερῶν, ἐνῷ αἱ συζητήσεις εἰς τὴν Βουλὴν συνεχίζονται μετὰ μεγάλου ἐνδιαφέροντος. (1165, 915, 1572, 966)
article-body: ΛΟΝΔΙΝΟΝ, 6. (Ἰδ. ἀντ.).— Ὁ κ. Κρούστσεφ ἐδήλωσεν ὅτι ἡ σοβιετικὴ κυβέρνησις θὰ ἐγκαταστήσῃ εἰδικὰς βάσεις πυραύλων, ἐὰν ἡ Ἀγγλία δεχθῇ ἀμερικανικάς. Ἡ ἀπάντησις τῆς κυβερνήσεως ἀναμένεται ἐντὸς τῶν προσεχῶν ἡμερῶν, ἐνῷ αἱ συζητήσεις εἰς τὴν Βουλὴν συνεχίζονται μετὰ μεγάλου ἐνδιαφέροντος. (1165, 483, 1572, 534)
article-body: ΛΟΝΔΙΝΟΝ, 6. (Ἰδ. ἀντ.).— Ὁ κ. Κρούστσεφ ἐδήλωσεν ὅτι ἡ σοβιετικὴ κυβέρνησις θὰ ἐγκαταστήσῃ εἰδικὰς βάσεις πυραύλων, ἐὰν ἡ Ἀγγλία δεχθῇ ἀμερικανικάς. Ἡ ἀπάντησις τῆς κυβερνήσεως ἀναμένεται ἐντὸς τῶν προσεχῶν ἡμερῶν, ἐνῷ αἱ συζητήσεις εἰς τὴν Βουλὴν συνεχίζονται μετὰ μεγάλου ἐνδιαφέροντος. (457, 1390, 684, 1480)
article-body: ΛΟΝΔΙΝΟΝ, 6. (Ἰδ. ἀντ.).— Ὁ κ. Κρούστσεφ ἐδήλωσεν ὅτι ἡ σοβιετικὴ κυβέρνησις θὰ ἐγκαταστήσῃ εἰδικὰς βάσεις πυραύλων, ἐὰν ἡ Ἀγγλία δεχθῇ ἀμερικανικάς. Ἡ ἀπάντησις τῆς κυβερνήσεως ἀναμένεται ἐντὸς τῶν προσεχῶν ἡμερῶν, ἐνῷ αἱ συζητήσεις εἰς τὴν Βουλὴν συνεχίζονται μετὰ μεγάλου ἐνδιαφέροντος. (1165, 254, 1572, 306)
article-body: ΛΟΝΔΙΝΟΝ, 6. (Ἰδ. ἀντ.).— Ὁ κ. Κρούστσεφ ἐδήλωσεν ὅτι ἡ σοβιετικὴ κυβέρνησις θὰ ἐγκαταστήσῃ εἰδικὰς βάσεις πυραύλων, ἐὰν ἡ Ἀγγλία δεχθῇ ἀμερικανικάς. Ἡ ἀπάντησις τῆς κυβερνήσεως ἀναμένεται ἐντὸς τῶν προσεχῶν ἡμερῶν, ἐνῷ αἱ συζητήσεις εἰς τὴν Βουλὴν συνεχίζονται μετὰ μεγάλου ἐνδιαφέροντος. (457, 1189, 684, 1279)
article-body: ΛΟΝΔΙΝΟΝ, 6. (Ἰδ. ἀντ.).— Ὁ κ. Κρούστσεφ ἐδήλωσεν ὅτι ἡ σοβιετικὴ κυβέρνησις θὰ ἐγκαταστήσῃ εἰδικὰς βάσεις πυραύλων, ἐὰν ἡ Ἀγγλία δεχθῇ ἀμερικανικάς. Ἡ ἀπάντησις τῆς κυβερνήσεως ἀναμένεται ἐντὸς τῶν προσεχῶν ἡμερῶν, ἐνῷ αἱ συζητήσεις εἰς τὴν Βουλὴν συνεχίζονται μετὰ μεγάλου ἐνδιαφέροντος. (10, 1083, 445, 1134)
article-body: ΛΟΝΔΙΝΟΝ, 6. (Ἰδ. ἀντ.).— Ὁ κ. Κρούστσεφ ἐδήλωσεν ὅτι ἡ σοβιετικὴ κυβέρνησις θὰ ἐγκαταστήσῃ εἰδικὰς βάσεις πυραύλων, ἐὰν ἡ Ἀγγλία δεχθῇ ἀμερικανικάς. Ἡ ἀπάντησις τῆς κυβερνήσεως ἀναμένεται ἐντὸς τῶν προσεχῶν ἡμερῶν, ἐνῷ αἱ συζητήσεις εἰς τὴν Βουλὴν συνεχίζονται μετὰ μεγάλου ἐνδιαφέροντος. (925, 1058, 1149, 1147)
headline-labour-plan: ΤΟ ΣΧΕΔΙΟΝ ΤΩΝ ΑΓΓΛΩΝ ΕΡΓΑΤΙΚΩΝ ΔΙΑ ΤΗΝ ΕΙΡΗΝΗΝ (31, 430, 424, 446)
article-body: ΛΟΝΔΙΝΟΝ, 6. (Ἰδ. ἀντ.).— Ὁ κ. Κρούστσεφ ἐδήλωσεν ὅτι ἡ σοβιετικὴ κυβέρνησις θὰ ἐγκαταστήσῃ εἰδικὰς βάσεις πυραύλων, ἐὰν ἡ Ἀγγλία δεχθῇ ἀμερικανικάς. Ἡ ἀπάντησις τῆς κυβερνήσεως ἀναμένεται ἐντὸς τῶν προσεχῶν ἡμερῶν, ἐνῷ αἱ συζητήσεις εἰς τὴν Βουλὴν συνεχίζονται μετὰ μεγάλου ἐνδιαφέροντος. (10, 951, 445, 1003)
headline-krushchev: Ο ΚΡΟΥΣΤΣΕΦ ΑΠΕΙΛΕΙ ΤΗΝ ΑΓΓΛΙΑΝ ΟΤΙ Η ΡΩΣΙΑ ΘΑ ΕΓΚΑΤΑΣΤΗΣΗ ΕΙΔΙΚΑΣ ΒΑΣΕΙΣ ΠΥΡΑΥΛΩΝ ΕΑΝ ΑΥΤΗ ΔΕΧΘΗ ΑΜΕΡΙΚΑΝΙΚΑΣ (12, 103, 443, 198)
article-body: ΛΟΝΔΙΝΟΝ, 6. (Ἰδ. ἀντ.).— Ὁ κ. Κρούστσεφ ἐδήλωσεν ὅτι ἡ σοβιετικὴ κυβέρνησις θὰ ἐγκαταστήσῃ εἰδικὰς βάσεις πυραύλων, ἐὰν ἡ Ἀγγλία δεχθῇ ἀμερικανικάς. Ἡ ἀπάντησις τῆς κυβερνήσεως ἀναμένεται ἐντὸς τῶν προσεχῶν ἡμερῶν, ἐνῷ αἱ συζητήσεις εἰς τὴν Βουλὴν συνεχίζονται μετὰ μεγάλου ἐνδιαφέροντος. (10, 1232, 445, 1284)
article-body: ΛΟΝΔΙΝΟΝ, 6. (Ἰδ. ἀντ.).— Ὁ κ. Κρούστσεφ ἐδήλωσεν ὅτι ἡ σοβιετικὴ κυβέρνησις θὰ ἐγκαταστήσῃ εἰδικὰς βάσεις πυραύλων, ἐὰν ἡ Ἀγγλία δεχθῇ ἀμερικανικάς. Ἡ ἀπάντησις τῆς κυβερνήσεως ἀναμένεται ἐντὸς τῶν προσεχῶν ἡμερῶν, ἐνῷ αἱ συζητήσεις εἰς τὴν Βουλὴν συνεχίζονται μετὰ μεγάλου ἐνδιαφέροντος. (457, 692, 624, 808)
lead-dateline: ΟΥΑΣΙΓΚΤΩΝ, 6. (Ιδ. ἀντ.). (457, 262, 590, 275)
article-body: ΛΟΝΔΙΝΟΝ, 6. (Ἰδ. ἀντ.).— Ὁ κ. Κρούστσεφ ἐδήλωσεν ὅτι ἡ σοβιετικὴ κυβέρνησις θὰ ἐγκαταστήσῃ εἰδικὰς βάσεις πυραύλων, ἐὰν ἡ Ἀγγλία δεχθῇ ἀμερικανικάς. Ἡ ἀπάντησις τῆς κυβερνήσεως ἀναμένεται ἐντὸς τῶν προσεχῶν ἡμερῶν, ἐνῷ αἱ συζητήσεις εἰς τὴν Βουλὴν συνεχίζονται μετὰ μεγάλου ἐνδιαφέροντος. (10, 1134, 445, 1186)
article-body: ΛΟΝΔΙΝΟΝ, 6. (Ἰδ. ἀντ.).— Ὁ κ. Κρούστσεφ ἐδήλωσεν ὅτι ἡ σοβιετικὴ κυβέρνησις θὰ ἐγκαταστήσῃ εἰδικὰς βάσεις πυραύλων, ἐὰν ἡ Ἀγγλία δεχθῇ ἀμερικανικάς. Ἡ ἀπάντησις τῆς κυβερνήσεως ἀναμένεται ἐντὸς τῶν προσεχῶν ἡμερῶν, ἐνῷ αἱ συζητήσεις εἰς τὴν Βουλὴν συνεχίζονται μετὰ μεγάλου ἐνδιαφέροντος. (925, 1262, 1149, 1352)
headline-nato-chiefs: ΟΙ κ.κ. ΔΟΒΑΣ ΚΑΙ ΛΑΠΠΑΣ ΑΝΑΧΩΡΟΥΝ ΕΙΣ ΠΑΡΙΣΙΟΥΣ ΔΙΑ ΤΗΝ ΣΥΝΟΔΟΝ ΤΩΝ ΕΠΙΤΕΛΑΡΧΩΝ ΤΟΥ Ν.Α.Τ.Ο. (1182, 596, 1555, 648)
article-body: ΛΟΝΔΙΝΟΝ, 6. (Ἰδ. ἀντ.).— Ὁ κ. Κρούστσεφ ἐδήλωσεν ὅτι ἡ σοβιετικὴ κυβέρνησις θὰ ἐγκαταστήσῃ εἰδικὰς βάσεις πυραύλων, ἐὰν ἡ Ἀγγλία δεχθῇ ἀμερικανικάς. Ἡ ἀπάντησις τῆς κυβερνήσεως ἀναμένεται ἐντὸς τῶν προσεχῶν ἡμερῶν, ἐνῷ αἱ συζητήσεις εἰς τὴν Βουλὴν συνεχίζονται μετὰ μεγάλου ἐνδιαφέροντος. (1165, 666, 1572, 717)
article-body: ΛΟΝΔΙΝΟΝ, 6. (Ἰδ. ἀντ.).— Ὁ κ. Κρούστσεφ ἐδήλωσεν ὅτι ἡ σοβιετικὴ κυβέρνησις θὰ ἐγκαταστήσῃ εἰδικὰς βάσεις πυραύλων, ἐὰν ἡ Ἀγγλία δεχθῇ ἀμερικανικάς. Ἡ ἀπάντησις τῆς κυβερνήσεως ἀναμένεται ἐντὸς τῶν προσεχῶν ἡμερῶν, ἐνῷ αἱ συζητήσεις εἰς τὴν Βουλὴν συνεχίζονται μετὰ μεγάλου ἐνδιαφέροντος. (807, 275, 974, 391)
